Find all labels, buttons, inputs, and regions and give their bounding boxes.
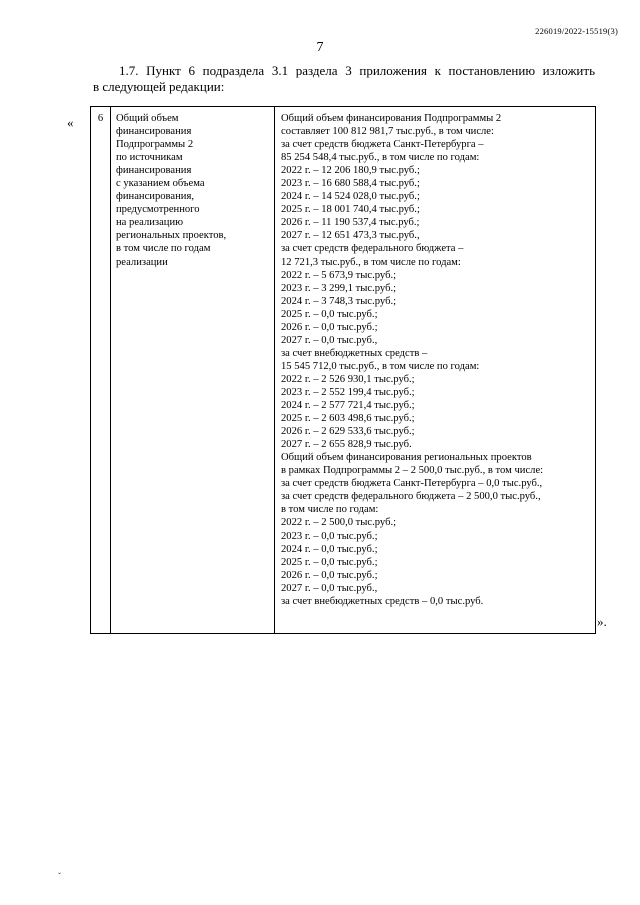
value-line: 15 545 712,0 тыс.руб., в том числе по годам:	[281, 360, 480, 372]
label-line: на реализацию	[116, 217, 184, 229]
label-line: Подпрограммы 2	[116, 139, 194, 151]
value-line: 2026 г. – 0,0 тыс.руб.;	[281, 569, 378, 581]
value-line: 2024 г. – 14 524 028,0 тыс.руб.;	[281, 191, 420, 203]
value-line: за счет внебюджетных средств – 0,0 тыс.руб.	[281, 595, 484, 607]
label-line: предусмотренного	[116, 204, 200, 216]
value-line: 2027 г. – 0,0 тыс.руб.,	[281, 334, 378, 346]
value-line: 2023 г. – 0,0 тыс.руб.;	[281, 530, 378, 542]
intro-line-1: 1.7. Пункт 6 подраздела 3.1 раздела 3 приложения к постановлению изложить	[119, 63, 595, 78]
intro-line-2: в следующей редакции:	[93, 79, 225, 94]
label-line: финансирования	[116, 126, 192, 138]
value-line: 2022 г. – 12 206 180,9 тыс.руб.;	[281, 165, 420, 177]
label-line: с указанием объема	[116, 178, 205, 190]
table-row	[91, 107, 596, 634]
value-line: 2026 г. – 0,0 тыс.руб.;	[281, 321, 378, 333]
value-line: Общий объем финансирования Подпрограммы 2	[281, 113, 502, 124]
label-line: в том числе по годам	[116, 243, 211, 255]
row-value-cell	[275, 107, 596, 634]
row-number-cell: 6	[91, 107, 111, 634]
value-line: 2025 г. – 0,0 тыс.руб.;	[281, 556, 378, 568]
label-line: региональных проектов,	[116, 230, 227, 242]
value-line: 2025 г. – 2 603 498,6 тыс.руб.;	[281, 413, 415, 425]
scan-mark: ˇ	[58, 871, 61, 881]
value-line: за счет внебюджетных средств –	[281, 347, 428, 359]
value-line: за счет средств федерального бюджета – 2 500,0 тыс.руб.,	[281, 491, 541, 503]
label-line: Общий объем	[116, 113, 179, 124]
value-line: 2024 г. – 0,0 тыс.руб.;	[281, 543, 378, 555]
value-line: 2023 г. – 16 680 588,4 тыс.руб.;	[281, 178, 420, 190]
value-line: 2027 г. – 12 651 473,3 тыс.руб.,	[281, 230, 420, 242]
value-line: 12 721,3 тыс.руб., в том числе по годам:	[281, 256, 461, 268]
financing-table	[90, 106, 596, 634]
value-line: 85 254 548,4 тыс.руб., в том числе по годам:	[281, 152, 480, 164]
value-line: за счет средств бюджета Санкт-Петербурга – 0,0 тыс.руб.,	[281, 478, 543, 490]
opening-quote: «	[67, 115, 74, 130]
page-number: 7	[316, 40, 324, 55]
amendment-intro	[93, 63, 595, 95]
value-line: в том числе по годам:	[281, 504, 379, 516]
value-line: 2027 г. – 2 655 828,9 тыс.руб.	[281, 439, 412, 451]
value-line: Общий объем финансирования региональных проектов	[281, 452, 532, 464]
label-line: финансирования	[116, 165, 192, 177]
value-line: составляет 100 812 981,7 тыс.руб., в том числе:	[281, 126, 494, 138]
value-line: 2022 г. – 2 526 930,1 тыс.руб.;	[281, 373, 415, 385]
value-line: за счет средств федерального бюджета –	[281, 243, 464, 255]
value-line: в рамках Подпрограммы 2 – 2 500,0 тыс.руб., в том числе:	[281, 465, 544, 477]
label-line: финансирования,	[116, 191, 194, 203]
value-line: 2022 г. – 2 500,0 тыс.руб.;	[281, 517, 397, 529]
value-line: 2025 г. – 18 001 740,4 тыс.руб.;	[281, 204, 420, 216]
value-line: 2025 г. – 0,0 тыс.руб.;	[281, 308, 378, 320]
closing-quote: ».	[597, 614, 607, 629]
value-line: 2024 г. – 3 748,3 тыс.руб.;	[281, 295, 397, 307]
document-number: 226019/2022-15519(3)	[535, 26, 618, 36]
value-line: 2024 г. – 2 577 721,4 тыс.руб.;	[281, 400, 415, 412]
value-line: за счет средств бюджета Санкт-Петербурга –	[281, 139, 484, 151]
value-line: 2027 г. – 0,0 тыс.руб.,	[281, 582, 378, 594]
value-line: 2023 г. – 2 552 199,4 тыс.руб.;	[281, 386, 415, 398]
value-line: 2026 г. – 11 190 537,4 тыс.руб.;	[281, 217, 420, 229]
value-line: 2022 г. – 5 673,9 тыс.руб.;	[281, 269, 397, 281]
row-label-cell	[111, 107, 275, 634]
value-line: 2026 г. – 2 629 533,6 тыс.руб.;	[281, 426, 415, 438]
label-line: по источникам	[116, 152, 183, 164]
label-line: реализации	[116, 256, 168, 268]
value-line: 2023 г. – 3 299,1 тыс.руб.;	[281, 282, 397, 294]
